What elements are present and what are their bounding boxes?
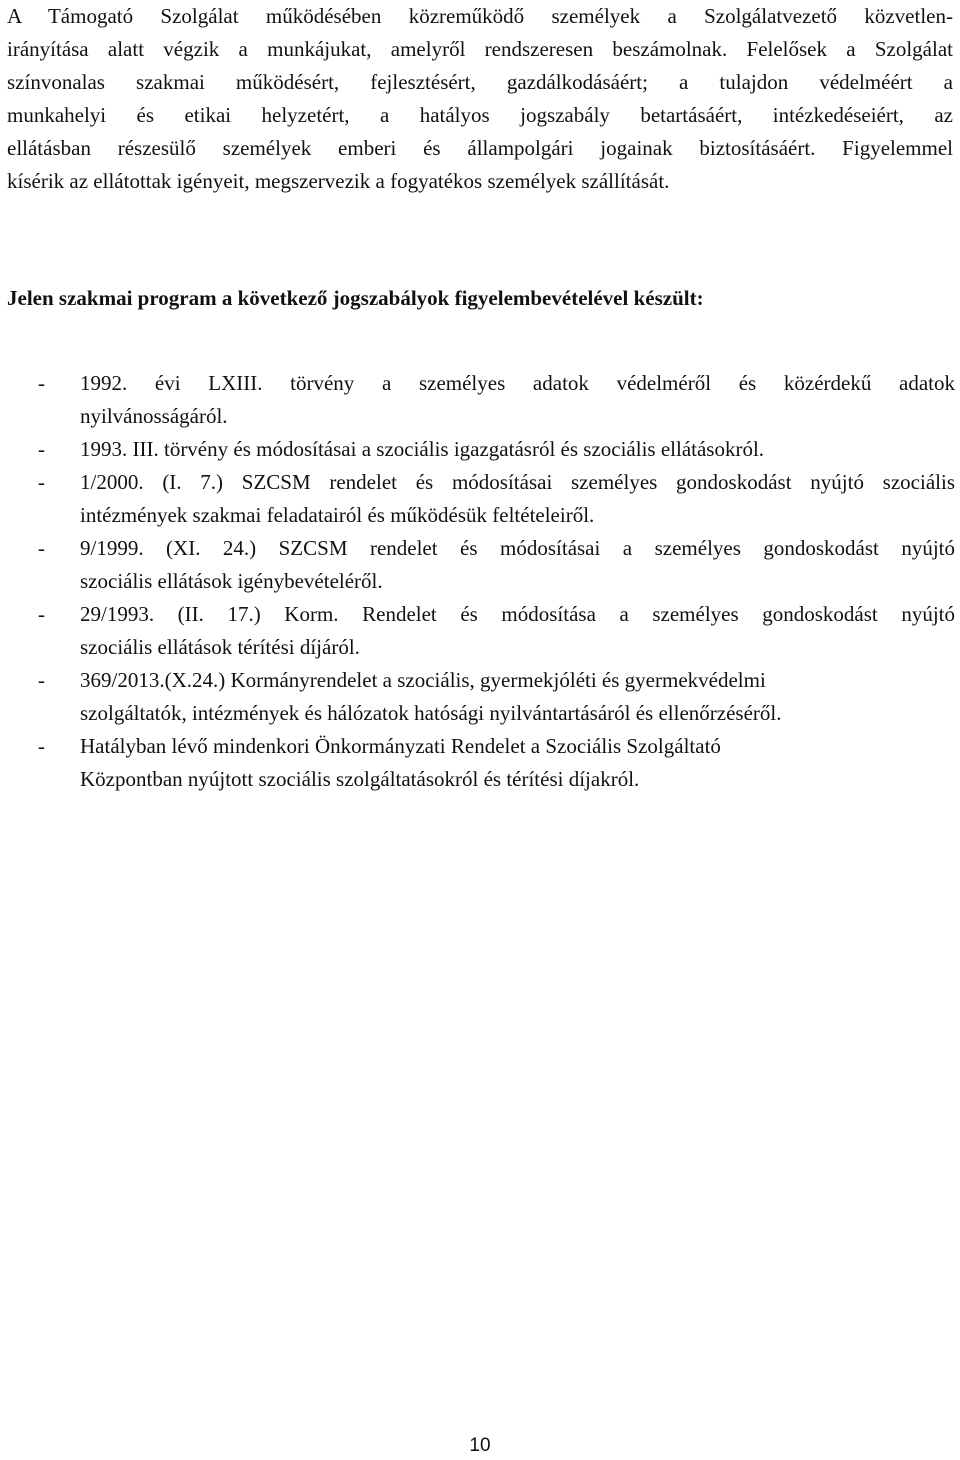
paragraph-line: kísérik az ellátottak igényeit, megszervezik a fogyatékos személyek szállítását. <box>7 169 670 193</box>
list-item <box>0 730 955 796</box>
paragraph-line: munkahelyi és etikai helyzetért, a hatályos jogszabály betartásáért, intézkedéseiért, az <box>7 103 953 127</box>
page-number: 10 <box>469 1435 491 1456</box>
list-dash: - <box>38 602 45 626</box>
list-item-line: 1993. III. törvény és módosításai a szociális igazgatásról és szociális ellátásokról. <box>80 437 765 461</box>
paragraph-line: színvonalas szakmai működésért, fejlesztésért, gazdálkodásáért; a tulajdon védelméért a <box>7 70 953 94</box>
list-dash: - <box>38 470 45 494</box>
list-item <box>0 433 955 466</box>
paragraph-line: irányítása alatt végzik a munkájukat, amelyről rendszeresen beszámolnak. Felelősek a Szolgálat <box>7 37 953 61</box>
list-dash: - <box>38 536 45 560</box>
list-item <box>0 598 955 664</box>
list-item <box>0 466 955 532</box>
list-item-line: 369/2013.(X.24.) Kormányrendelet a szociális, gyermekjóléti és gyermekvédelmi <box>80 668 766 692</box>
list-item-line: szociális ellátások igénybevételéről. <box>80 569 383 593</box>
list-dash: - <box>38 437 45 461</box>
intro-paragraph <box>7 0 953 198</box>
list-item-line: szolgáltatók, intézmények és hálózatok hatósági nyilvántartásáról és ellenőrzéséről. <box>80 701 782 725</box>
list-item-line: Központban nyújtott szociális szolgáltatásokról és térítési díjakról. <box>80 767 640 791</box>
list-item <box>0 532 955 598</box>
list-item-line: 1992. évi LXIII. törvény a személyes adatok védelméről és közérdekű adatok <box>80 371 955 395</box>
list-item-line: 29/1993. (II. 17.) Korm. Rendelet és módosítása a személyes gondoskodást nyújtó <box>80 602 955 626</box>
paragraph-line: ellátásban részesülő személyek emberi és állampolgári jogainak biztosításáért. Figyelemmel <box>7 136 953 160</box>
list-item-line: 9/1999. (XI. 24.) SZCSM rendelet és módosításai a személyes gondoskodást nyújtó <box>80 536 955 560</box>
legislation-list <box>0 367 960 796</box>
paragraph-line: A Támogató Szolgálat működésében közreműködő személyek a Szolgálatvezető közvetlen- <box>7 4 953 28</box>
list-item-line: szociális ellátások térítési díjáról. <box>80 635 360 659</box>
list-dash: - <box>38 734 45 758</box>
list-item <box>0 664 955 730</box>
list-item-line: nyilvánosságáról. <box>80 404 228 428</box>
section-heading: Jelen szakmai program a következő jogszabályok figyelembevételével készült: <box>7 286 704 310</box>
list-dash: - <box>38 668 45 692</box>
list-dash: - <box>38 371 45 395</box>
list-item <box>0 367 955 433</box>
list-item-line: 1/2000. (I. 7.) SZCSM rendelet és módosításai személyes gondoskodást nyújtó szociális <box>80 470 955 494</box>
list-item-line: intézmények szakmai feladatairól és működésük feltételeiről. <box>80 503 595 527</box>
list-item-line: Hatályban lévő mindenkori Önkormányzati Rendelet a Szociális Szolgáltató <box>80 734 721 758</box>
